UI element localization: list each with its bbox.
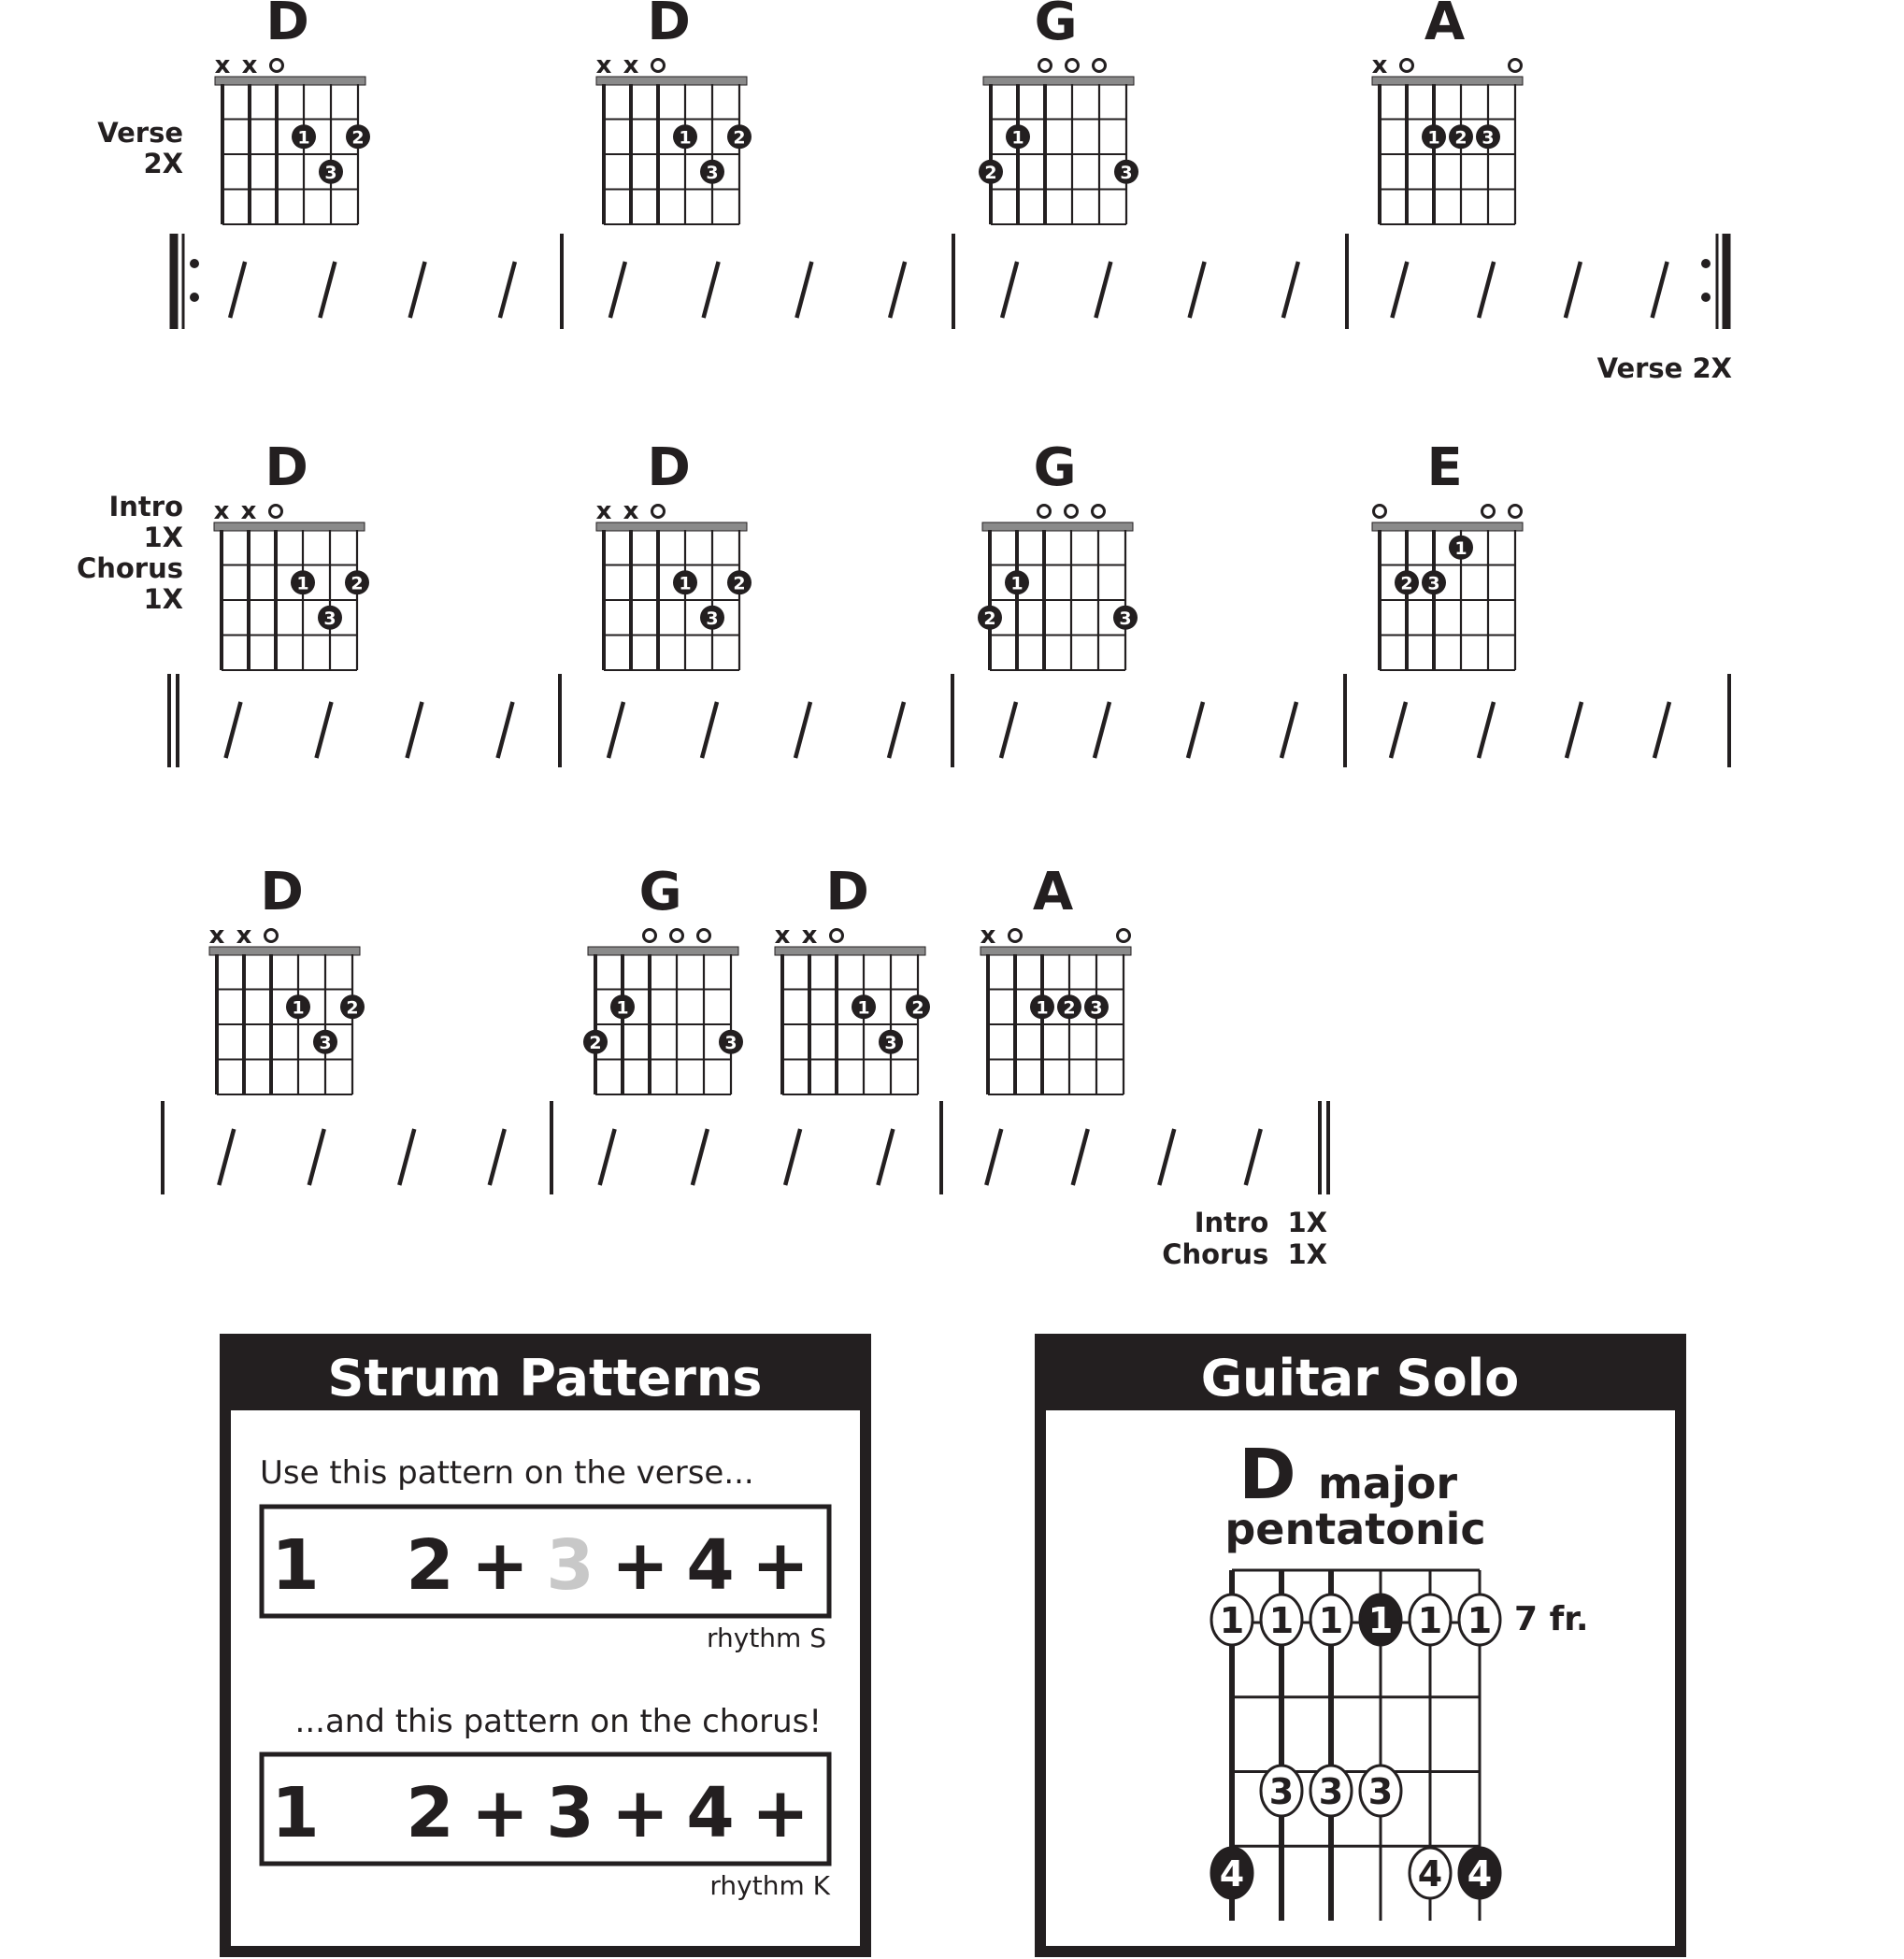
strum-slash [785,1129,800,1185]
finger-number: 2 [984,162,997,183]
repeat-dot [1701,259,1711,268]
open-string-marker [1009,930,1022,942]
repeat-dot [190,293,199,302]
strum-slash [1190,262,1205,318]
scale-finger-number: 4 [1417,1853,1443,1895]
chord-diagram-d [214,437,369,670]
open-string-marker [1093,506,1105,518]
chord-diagram-e [1372,437,1523,670]
open-string-marker [652,506,665,518]
nut [981,947,1131,955]
nut [215,77,365,85]
scale-finger-number: 1 [1367,1600,1394,1641]
finger-number: 1 [297,127,310,149]
strum-slash [1001,702,1016,758]
section-end-label: Verse 2X [1596,352,1732,384]
strum-slash [1002,262,1017,318]
section-label: 1X [143,522,183,553]
chord-name: A [1032,862,1074,922]
rhythm-caption: rhythm S [706,1623,826,1653]
fret-position-label: 7 fr. [1514,1600,1589,1638]
nut [596,77,747,85]
chord-diagram-d [209,862,365,1094]
finger-number: 3 [1427,573,1440,594]
section-label: Verse [97,117,183,149]
finger-number: 1 [1011,127,1024,149]
strum-slash [796,262,811,318]
chord-diagram-a [1372,0,1523,224]
finger-number: 2 [351,573,364,594]
finger-number: 3 [706,608,719,629]
finger-number: 1 [1010,573,1024,594]
finger-number: 3 [323,608,336,629]
finger-number: 2 [1454,127,1467,149]
scale-name: pentatonic [1224,1504,1486,1554]
finger-number: 3 [884,1032,897,1053]
scale-finger-number: 1 [1417,1600,1443,1641]
muted-string-marker: x [623,497,639,525]
strum-slash [500,262,515,318]
chord-name: G [638,862,682,922]
open-string-marker [1038,506,1051,518]
muted-string-marker: x [214,51,231,79]
nut [983,77,1134,85]
muted-string-marker: x [240,497,257,525]
open-string-marker [1094,60,1106,72]
strum-slash [795,702,810,758]
chord-diagram-d [215,0,370,224]
strum-count: + [470,1525,530,1606]
muted-string-marker: x [623,51,639,79]
rhythm-caption: rhythm K [709,1870,830,1901]
finger-number: 3 [1119,608,1132,629]
scale-key: D [1238,1435,1296,1515]
nut [596,522,747,531]
strum-slash [1095,262,1110,318]
muted-string-marker: x [208,922,225,950]
section-label: Chorus [76,552,183,584]
panel-title: Guitar Solo [1200,1349,1520,1408]
panel-title: Strum Patterns [327,1349,763,1408]
strum-slash [408,702,422,758]
strum-slash [230,262,245,318]
muted-string-marker: x [213,497,230,525]
muted-string-marker: x [236,922,252,950]
nut [214,522,365,531]
open-string-marker [1066,506,1078,518]
scale-finger-number: 3 [1367,1771,1394,1812]
muted-string-marker: x [774,922,791,950]
strum-slash [704,262,719,318]
open-string-marker [1482,506,1495,518]
strum-count: + [610,1525,670,1606]
chord-name: D [260,862,304,922]
nut [982,522,1133,531]
strum-count: 3 [546,1773,594,1853]
strum-slash [1188,702,1203,758]
open-string-marker [698,930,710,942]
repeat-dot [1701,293,1711,302]
chord-diagram-a [981,862,1131,1094]
muted-string-marker: x [1371,51,1388,79]
strum-slash [1566,262,1581,318]
strum-count: 4 [686,1773,735,1853]
strum-count: 2 [406,1773,454,1853]
guitar-solo-panel [1040,1339,1681,1952]
strum-slash [1653,262,1668,318]
finger-number: 1 [1036,997,1049,1019]
scale-finger-number: 3 [1268,1771,1295,1812]
strum-count: + [610,1773,670,1853]
chord-diagram-d [775,862,930,1094]
finger-number: 1 [857,997,870,1019]
nut [209,947,360,955]
nut [588,947,738,955]
chord-name: G [1034,0,1078,52]
section-label: Intro [108,491,183,522]
strum-count: 1 [271,1773,320,1853]
finger-number: 3 [319,1032,332,1053]
finger-number: 2 [911,997,924,1019]
chord-name: E [1426,437,1463,498]
chord-name: D [825,862,869,922]
chord-name: G [1033,437,1077,498]
scale-finger-number: 4 [1467,1853,1493,1895]
strum-slash [1391,702,1406,758]
strum-slash [610,262,625,318]
section-label: 2X [143,148,183,179]
finger-number: 1 [679,573,692,594]
strum-count: + [751,1525,810,1606]
strum-slash [226,702,241,758]
finger-number: 3 [1482,127,1495,149]
chart-row-3 [163,1101,1328,1270]
finger-number: 3 [1120,162,1133,183]
open-string-marker [1510,506,1522,518]
scale-finger-number: 1 [1219,1600,1245,1641]
finger-number: 2 [733,573,746,594]
finger-number: 2 [351,127,365,149]
strum-slash [1654,702,1669,758]
chord-diagram-g [583,862,743,1094]
strum-slash [878,1129,893,1185]
scale-finger-number: 1 [1268,1600,1295,1641]
open-string-marker [271,60,283,72]
strum-slash [1392,262,1407,318]
scale-finger-number: 1 [1467,1600,1493,1641]
muted-string-marker: x [595,51,612,79]
repeat-dot [190,259,199,268]
finger-number: 3 [324,162,337,183]
strum-slash [702,702,717,758]
chord-name: D [265,0,309,52]
chord-name: D [647,0,691,52]
finger-number: 3 [1090,997,1103,1019]
open-string-marker [671,930,683,942]
strum-slash [410,262,425,318]
strum-slash [1159,1129,1174,1185]
strum-slash [986,1129,1001,1185]
finger-number: 1 [679,127,692,149]
chart-row-1 [97,117,1732,384]
chart-row-2 [77,491,1729,767]
strum-slash [1567,702,1582,758]
finger-number: 2 [346,997,359,1019]
scale-finger-number: 4 [1219,1853,1245,1895]
finger-number: 1 [1454,537,1467,559]
open-string-marker [831,930,843,942]
strum-slash [309,1129,324,1185]
nut [775,947,925,955]
strum-slash [1246,1129,1261,1185]
strum-slash [1283,262,1298,318]
finger-number: 2 [1400,573,1413,594]
strum-slash [693,1129,708,1185]
finger-number: 1 [616,997,629,1019]
strum-slash [320,262,335,318]
open-string-marker [1118,930,1130,942]
scale-finger-number: 1 [1318,1600,1344,1641]
chord-diagram-d [596,0,752,224]
panel-frame [1040,1339,1681,1952]
finger-number: 2 [1063,997,1076,1019]
chord-diagram-g [978,437,1138,670]
strum-slash [1281,702,1296,758]
finger-number: 1 [1427,127,1440,149]
muted-string-marker: x [241,51,258,79]
finger-number: 2 [983,608,996,629]
strum-count: + [470,1773,530,1853]
muted-string-marker: x [980,922,996,950]
open-string-marker [644,930,656,942]
finger-number: 1 [296,573,309,594]
finger-number: 3 [706,162,719,183]
strum-slash [399,1129,414,1185]
open-string-marker [1039,60,1052,72]
strum-count: 1 [271,1525,320,1606]
verse-instruction: Use this pattern on the verse... [260,1454,754,1492]
strum-slash [1073,1129,1088,1185]
chord-name: D [265,437,308,498]
strum-slash [889,702,904,758]
scale-finger-number: 3 [1318,1771,1344,1812]
strum-slash [219,1129,234,1185]
chord-diagram-g [979,0,1138,224]
finger-number: 2 [733,127,746,149]
section-end-label: Intro 1X [1194,1207,1327,1238]
strum-patterns-panel [225,1339,866,1952]
strum-count: + [751,1773,810,1853]
chord-name: A [1424,0,1466,52]
open-string-marker [1374,506,1386,518]
scale-name: major [1318,1458,1458,1509]
nut [1372,522,1523,531]
strum-slash [890,262,905,318]
chorus-instruction: ...and this pattern on the chorus! [294,1703,822,1740]
open-string-marker [1067,60,1079,72]
strum-count: 3 [546,1525,594,1606]
section-label: 1X [143,583,183,615]
strum-slash [1095,702,1109,758]
nut [1372,77,1523,85]
strum-slash [1479,262,1494,318]
finger-number: 2 [589,1032,602,1053]
open-string-marker [652,60,665,72]
strum-count: 4 [686,1525,735,1606]
open-string-marker [265,930,278,942]
strum-count: 2 [406,1525,454,1606]
open-string-marker [270,506,282,518]
strum-slash [490,1129,505,1185]
strum-slash [498,702,513,758]
finger-number: 3 [724,1032,737,1053]
muted-string-marker: x [595,497,612,525]
finger-number: 1 [292,997,305,1019]
open-string-marker [1401,60,1413,72]
muted-string-marker: x [801,922,818,950]
open-string-marker [1510,60,1522,72]
section-end-label: Chorus 1X [1162,1238,1327,1270]
strum-slash [608,702,623,758]
chord-name: D [647,437,691,498]
chord-diagram-d [596,437,752,670]
strum-slash [317,702,332,758]
strum-slash [600,1129,615,1185]
strum-slash [1479,702,1494,758]
